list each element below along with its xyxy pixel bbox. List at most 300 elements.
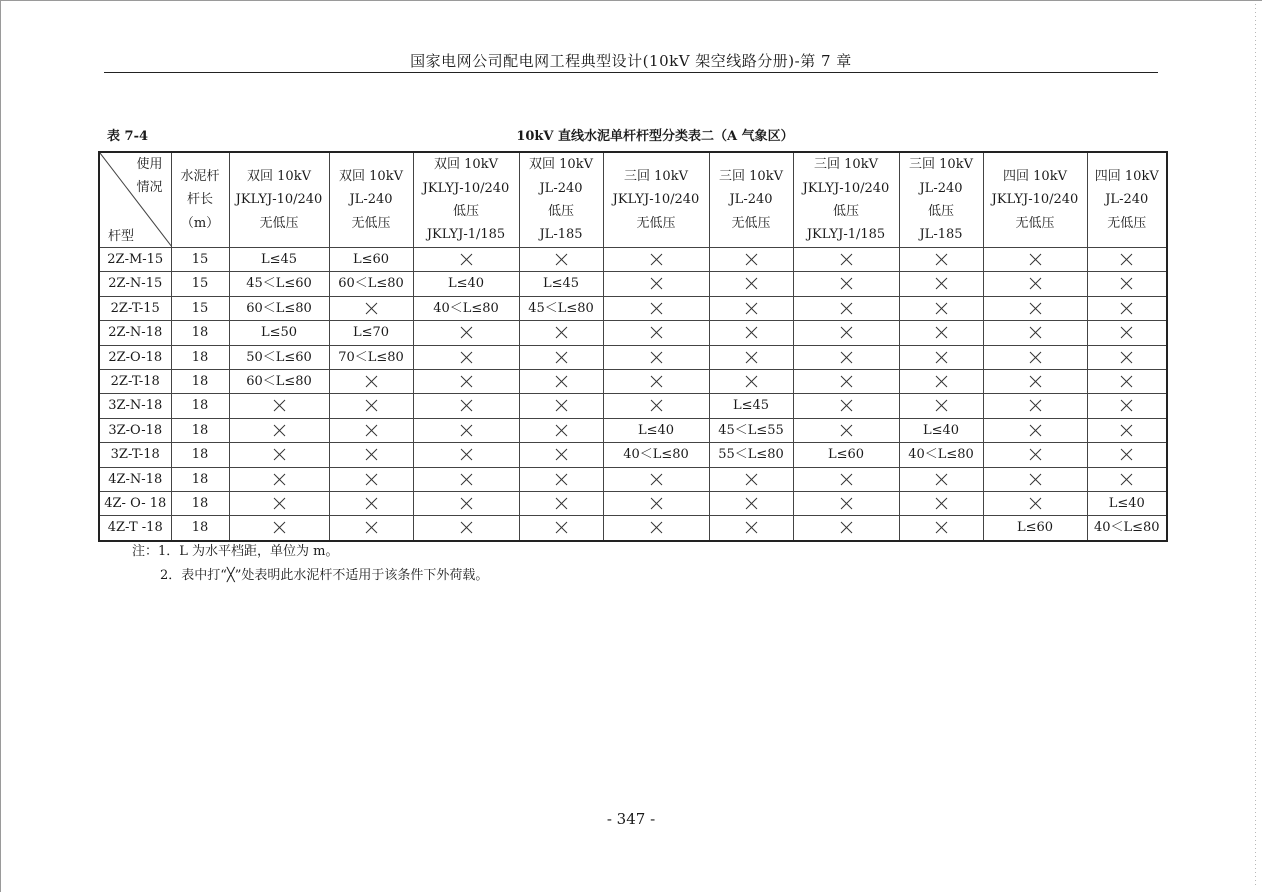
pole-length-cell: 18: [171, 321, 229, 345]
x-mark-icon: [840, 521, 853, 534]
column-header-line: 水泥杆: [180, 168, 220, 184]
not-applicable-cell: [983, 394, 1087, 418]
not-applicable-cell: [413, 321, 519, 345]
column-header-line: 低压: [832, 204, 859, 219]
span-range-cell: 40＜L≤80: [899, 443, 983, 467]
column-header-line: JKLYJ-1/185: [806, 227, 886, 243]
x-mark-icon: [273, 448, 286, 461]
not-applicable-cell: [709, 345, 793, 369]
not-applicable-cell: [899, 467, 983, 491]
note-1: 注：1．L 为水平档距，单位为 m。: [132, 544, 339, 559]
not-applicable-cell: [709, 370, 793, 394]
pole-type-cell: 2Z-T-18: [99, 370, 171, 394]
column-header-line: 低压: [452, 204, 479, 219]
not-applicable-cell: [709, 248, 793, 272]
x-mark-icon: [1120, 277, 1133, 290]
not-applicable-cell: [899, 370, 983, 394]
column-header-line: JL-240: [729, 192, 773, 208]
span-range-cell: L≤45: [709, 394, 793, 418]
x-mark-icon: [1120, 253, 1133, 266]
x-mark-icon: [650, 497, 663, 510]
x-mark-icon: [365, 424, 378, 437]
column-header-line: 双回 10kV: [434, 157, 498, 173]
column-header-line: JKLYJ-10/240: [991, 192, 1079, 208]
not-applicable-cell: [983, 345, 1087, 369]
column-header-line: 无低压: [1107, 215, 1147, 231]
not-applicable-cell: [603, 296, 709, 320]
x-mark-icon: [1029, 351, 1042, 364]
not-applicable-cell: [413, 516, 519, 541]
column-header: [519, 152, 603, 248]
header-rule: [104, 72, 1158, 73]
column-header-line: JL-240: [539, 180, 583, 196]
pole-length-cell: 18: [171, 418, 229, 442]
not-applicable-cell: [413, 443, 519, 467]
x-mark-icon: [460, 497, 473, 510]
span-range-cell: 60＜L≤80: [229, 370, 329, 394]
x-mark-icon: [650, 351, 663, 364]
x-mark-icon: [935, 497, 948, 510]
x-mark-icon: [840, 473, 853, 486]
not-applicable-cell: [603, 345, 709, 369]
x-mark-icon: [935, 521, 948, 534]
not-applicable-cell: [983, 492, 1087, 516]
not-applicable-cell: [519, 345, 603, 369]
span-range-cell: L≤60: [983, 516, 1087, 541]
span-range-cell: L≤40: [603, 418, 709, 442]
not-applicable-cell: [603, 467, 709, 491]
column-header: [329, 152, 413, 248]
not-applicable-cell: [1087, 296, 1167, 320]
not-applicable-cell: [519, 370, 603, 394]
not-applicable-cell: [413, 394, 519, 418]
not-applicable-cell: [1087, 321, 1167, 345]
not-applicable-cell: [709, 321, 793, 345]
x-mark-icon: [745, 277, 758, 290]
span-range-cell: 45＜L≤80: [519, 296, 603, 320]
not-applicable-cell: [413, 492, 519, 516]
column-header-line: 无低压: [259, 215, 299, 231]
span-range-cell: L≤50: [229, 321, 329, 345]
not-applicable-cell: [519, 516, 603, 541]
not-applicable-cell: [329, 418, 413, 442]
x-mark-icon: [650, 521, 663, 534]
table-row: [99, 272, 1167, 296]
x-mark-icon: [555, 351, 568, 364]
x-mark-icon: [650, 302, 663, 315]
pole-length-cell: 18: [171, 443, 229, 467]
not-applicable-cell: [793, 418, 899, 442]
not-applicable-cell: [709, 492, 793, 516]
pole-length-cell: 18: [171, 492, 229, 516]
note-2: 2．表中打“╳”处表明此水泥杆不适用于该条件下外荷载。: [160, 568, 489, 583]
column-header: [603, 152, 709, 248]
x-mark-icon: [840, 351, 853, 364]
x-mark-icon: [460, 399, 473, 412]
x-mark-icon: [650, 375, 663, 388]
not-applicable-cell: [603, 516, 709, 541]
x-mark-icon: [555, 424, 568, 437]
table-row: [99, 467, 1167, 491]
page-number: - 347 -: [606, 810, 656, 828]
x-mark-icon: [460, 521, 473, 534]
pole-length-cell: 15: [171, 248, 229, 272]
column-header: [229, 152, 329, 248]
span-range-cell: L≤45: [229, 248, 329, 272]
span-range-cell: 70＜L≤80: [329, 345, 413, 369]
x-mark-icon: [460, 253, 473, 266]
x-mark-icon: [1029, 277, 1042, 290]
x-mark-icon: [935, 375, 948, 388]
x-mark-icon: [1120, 302, 1133, 315]
corner-condition-label: 情况: [136, 180, 163, 195]
not-applicable-cell: [983, 467, 1087, 491]
pole-length-cell: 18: [171, 370, 229, 394]
span-range-cell: 60＜L≤80: [229, 296, 329, 320]
x-mark-icon: [840, 424, 853, 437]
not-applicable-cell: [793, 492, 899, 516]
x-mark-icon: [840, 277, 853, 290]
not-applicable-cell: [603, 370, 709, 394]
span-range-cell: 40＜L≤80: [413, 296, 519, 320]
pole-classification-table: [98, 151, 1168, 542]
not-applicable-cell: [1087, 394, 1167, 418]
x-mark-icon: [555, 375, 568, 388]
not-applicable-cell: [793, 370, 899, 394]
x-mark-icon: [1120, 424, 1133, 437]
not-applicable-cell: [519, 443, 603, 467]
not-applicable-cell: [519, 394, 603, 418]
column-header-line: JKLYJ-10/240: [612, 192, 700, 208]
x-mark-icon: [650, 253, 663, 266]
pole-type-cell: 2Z-T-15: [99, 296, 171, 320]
x-mark-icon: [1029, 253, 1042, 266]
not-applicable-cell: [1087, 443, 1167, 467]
not-applicable-cell: [229, 492, 329, 516]
column-header-line: 低压: [547, 204, 574, 219]
table-title: 10kV 直线水泥单杆杆型分类表二（A 气象区）: [516, 129, 794, 144]
not-applicable-cell: [603, 321, 709, 345]
not-applicable-cell: [793, 296, 899, 320]
span-range-cell: L≤45: [519, 272, 603, 296]
x-mark-icon: [1120, 473, 1133, 486]
column-header-line: 双回 10kV: [529, 157, 593, 173]
not-applicable-cell: [899, 272, 983, 296]
not-applicable-cell: [793, 516, 899, 541]
x-mark-icon: [365, 448, 378, 461]
x-mark-icon: [745, 302, 758, 315]
pole-type-cell: 4Z-T -18: [99, 516, 171, 541]
header-corner-cell: [99, 152, 171, 248]
not-applicable-cell: [1087, 345, 1167, 369]
column-header: [709, 152, 793, 248]
not-applicable-cell: [983, 370, 1087, 394]
not-applicable-cell: [983, 443, 1087, 467]
not-applicable-cell: [603, 272, 709, 296]
not-applicable-cell: [1087, 248, 1167, 272]
x-mark-icon: [1029, 326, 1042, 339]
column-header: [793, 152, 899, 248]
span-range-cell: L≤60: [793, 443, 899, 467]
x-mark-icon: [555, 253, 568, 266]
table-row: [99, 345, 1167, 369]
pole-type-cell: 4Z-N-18: [99, 467, 171, 491]
not-applicable-cell: [519, 418, 603, 442]
column-header: [413, 152, 519, 248]
column-header-line: 双回 10kV: [339, 168, 403, 184]
column-header-line: JL-240: [349, 192, 393, 208]
x-mark-icon: [1029, 473, 1042, 486]
x-mark-icon: [935, 302, 948, 315]
x-mark-icon: [365, 399, 378, 412]
not-applicable-cell: [983, 272, 1087, 296]
table-row: [99, 248, 1167, 272]
table-notes: [132, 540, 488, 588]
column-header-line: JL-185: [539, 227, 583, 243]
x-mark-icon: [1029, 448, 1042, 461]
not-applicable-cell: [229, 516, 329, 541]
span-range-cell: 45＜L≤60: [229, 272, 329, 296]
x-mark-icon: [460, 326, 473, 339]
x-mark-icon: [1120, 351, 1133, 364]
x-mark-icon: [650, 473, 663, 486]
not-applicable-cell: [793, 345, 899, 369]
not-applicable-cell: [329, 370, 413, 394]
corner-pole-type-label: 杆型: [108, 229, 135, 244]
x-mark-icon: [273, 497, 286, 510]
column-header-line: 三回 10kV: [814, 157, 878, 173]
x-mark-icon: [650, 326, 663, 339]
binding-edge: [1252, 4, 1260, 888]
x-mark-icon: [745, 473, 758, 486]
x-mark-icon: [1029, 302, 1042, 315]
x-mark-icon: [745, 351, 758, 364]
span-range-cell: 55＜L≤80: [709, 443, 793, 467]
pole-length-cell: 15: [171, 272, 229, 296]
span-range-cell: L≤60: [329, 248, 413, 272]
column-header-line: 双回 10kV: [247, 168, 311, 184]
pole-type-cell: 2Z-O-18: [99, 345, 171, 369]
x-mark-icon: [840, 253, 853, 266]
column-header-line: 杆长: [186, 192, 213, 208]
span-range-cell: L≤40: [413, 272, 519, 296]
x-mark-icon: [460, 375, 473, 388]
x-mark-icon: [840, 497, 853, 510]
x-mark-icon: [555, 448, 568, 461]
x-mark-icon: [555, 399, 568, 412]
not-applicable-cell: [983, 321, 1087, 345]
not-applicable-cell: [603, 492, 709, 516]
table-row: [99, 321, 1167, 345]
table-row: [99, 516, 1167, 541]
x-mark-icon: [273, 521, 286, 534]
not-applicable-cell: [329, 516, 413, 541]
column-header: [983, 152, 1087, 248]
span-range-cell: 40＜L≤80: [1087, 516, 1167, 541]
not-applicable-cell: [899, 345, 983, 369]
not-applicable-cell: [709, 272, 793, 296]
x-mark-icon: [1120, 326, 1133, 339]
not-applicable-cell: [329, 467, 413, 491]
x-mark-icon: [460, 473, 473, 486]
not-applicable-cell: [329, 296, 413, 320]
not-applicable-cell: [1087, 272, 1167, 296]
not-applicable-cell: [709, 467, 793, 491]
x-mark-icon: [1029, 375, 1042, 388]
x-mark-icon: [460, 424, 473, 437]
pole-type-cell: 2Z-N-15: [99, 272, 171, 296]
not-applicable-cell: [793, 394, 899, 418]
table-row: [99, 296, 1167, 320]
not-applicable-cell: [899, 394, 983, 418]
x-mark-icon: [555, 497, 568, 510]
x-mark-icon: [840, 326, 853, 339]
span-range-cell: 40＜L≤80: [603, 443, 709, 467]
x-mark-icon: [460, 448, 473, 461]
not-applicable-cell: [519, 492, 603, 516]
not-applicable-cell: [229, 394, 329, 418]
x-mark-icon: [273, 424, 286, 437]
not-applicable-cell: [413, 248, 519, 272]
not-applicable-cell: [983, 296, 1087, 320]
page-border-top: [0, 0, 1262, 1]
not-applicable-cell: [793, 248, 899, 272]
column-header-line: JKLYJ-10/240: [422, 180, 510, 196]
not-applicable-cell: [899, 516, 983, 541]
table-body: [99, 248, 1167, 541]
not-applicable-cell: [983, 248, 1087, 272]
x-mark-icon: [745, 375, 758, 388]
column-header: [171, 152, 229, 248]
pole-length-cell: 18: [171, 394, 229, 418]
not-applicable-cell: [413, 345, 519, 369]
not-applicable-cell: [329, 492, 413, 516]
not-applicable-cell: [603, 394, 709, 418]
pole-length-cell: 18: [171, 516, 229, 541]
column-header-line: JL-185: [919, 227, 963, 243]
x-mark-icon: [745, 326, 758, 339]
column-header-line: 四回 10kV: [1094, 168, 1159, 184]
x-mark-icon: [935, 253, 948, 266]
page-border-left: [0, 0, 1, 892]
not-applicable-cell: [229, 418, 329, 442]
table-row: [99, 418, 1167, 442]
pole-type-cell: 3Z-N-18: [99, 394, 171, 418]
pole-length-cell: 18: [171, 345, 229, 369]
span-range-cell: L≤40: [1087, 492, 1167, 516]
column-header-line: 无低压: [731, 215, 771, 231]
x-mark-icon: [365, 497, 378, 510]
x-mark-icon: [365, 521, 378, 534]
not-applicable-cell: [1087, 418, 1167, 442]
not-applicable-cell: [229, 467, 329, 491]
pole-type-cell: 4Z- O- 18: [99, 492, 171, 516]
x-mark-icon: [745, 497, 758, 510]
column-header-line: 无低压: [1015, 215, 1055, 231]
not-applicable-cell: [413, 370, 519, 394]
x-mark-icon: [935, 326, 948, 339]
column-header-line: JKLYJ-10/240: [235, 192, 323, 208]
not-applicable-cell: [899, 492, 983, 516]
span-range-cell: 50＜L≤60: [229, 345, 329, 369]
not-applicable-cell: [413, 418, 519, 442]
x-mark-icon: [935, 351, 948, 364]
x-mark-icon: [745, 253, 758, 266]
corner-usage-label: 使用: [136, 157, 163, 172]
column-header-line: （m）: [180, 215, 220, 231]
x-mark-icon: [1120, 399, 1133, 412]
pole-length-cell: 18: [171, 467, 229, 491]
not-applicable-cell: [413, 467, 519, 491]
column-header-line: 四回 10kV: [1003, 168, 1067, 184]
x-mark-icon: [460, 351, 473, 364]
not-applicable-cell: [709, 296, 793, 320]
x-mark-icon: [935, 399, 948, 412]
not-applicable-cell: [519, 248, 603, 272]
column-header: [1087, 152, 1167, 248]
column-header-line: 无低压: [636, 215, 676, 231]
span-range-cell: 45＜L≤55: [709, 418, 793, 442]
x-mark-icon: [1029, 399, 1042, 412]
x-mark-icon: [840, 399, 853, 412]
table-row: [99, 443, 1167, 467]
not-applicable-cell: [329, 394, 413, 418]
not-applicable-cell: [329, 443, 413, 467]
column-header-line: JL-240: [1105, 192, 1149, 208]
table-row: [99, 394, 1167, 418]
not-applicable-cell: [983, 418, 1087, 442]
not-applicable-cell: [899, 296, 983, 320]
span-range-cell: 60＜L≤80: [329, 272, 413, 296]
column-header-line: JKLYJ-10/240: [802, 180, 890, 196]
x-mark-icon: [273, 473, 286, 486]
not-applicable-cell: [603, 248, 709, 272]
x-mark-icon: [650, 399, 663, 412]
pole-type-cell: 2Z-M-15: [99, 248, 171, 272]
table-row: [99, 492, 1167, 516]
column-header-line: 低压: [927, 204, 954, 219]
not-applicable-cell: [1087, 370, 1167, 394]
span-range-cell: L≤70: [329, 321, 413, 345]
column-header-line: JKLYJ-1/185: [426, 227, 506, 243]
pole-type-cell: 3Z-T-18: [99, 443, 171, 467]
x-mark-icon: [555, 521, 568, 534]
span-range-cell: L≤40: [899, 418, 983, 442]
x-mark-icon: [1120, 375, 1133, 388]
x-mark-icon: [1120, 448, 1133, 461]
x-mark-icon: [1029, 497, 1042, 510]
not-applicable-cell: [229, 443, 329, 467]
x-mark-icon: [840, 302, 853, 315]
x-mark-icon: [650, 277, 663, 290]
x-mark-icon: [555, 473, 568, 486]
table-row: [99, 370, 1167, 394]
not-applicable-cell: [899, 321, 983, 345]
table-header-row: [99, 152, 1167, 248]
x-mark-icon: [935, 473, 948, 486]
x-mark-icon: [365, 302, 378, 315]
pole-type-cell: 3Z-O-18: [99, 418, 171, 442]
running-header: 国家电网公司配电网工程典型设计(10kV 架空线路分册)-第 7 章: [410, 52, 852, 70]
table-number: 表 7-4: [107, 129, 149, 144]
x-mark-icon: [365, 375, 378, 388]
x-mark-icon: [555, 326, 568, 339]
not-applicable-cell: [519, 321, 603, 345]
column-header: [899, 152, 983, 248]
x-mark-icon: [273, 399, 286, 412]
pole-type-cell: 2Z-N-18: [99, 321, 171, 345]
column-header-line: 三回 10kV: [624, 168, 688, 184]
